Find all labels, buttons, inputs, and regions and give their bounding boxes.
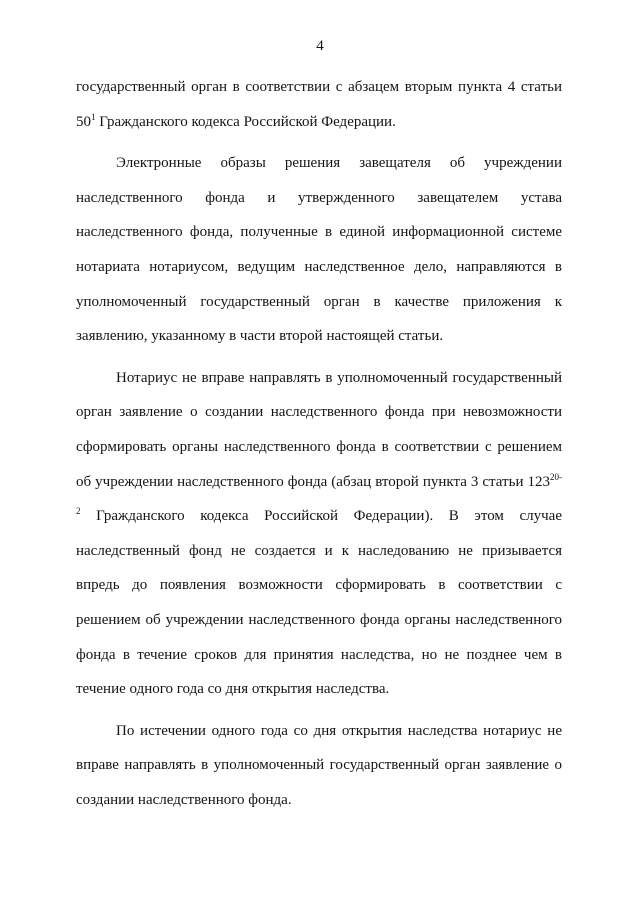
paragraph-1-text-b: Гражданского кодекса Российской Федерации.	[95, 113, 396, 130]
paragraph-3	[76, 361, 562, 707]
paragraph-3-text-a: Нотариус не вправе направлять в уполномоченный государственный орган заявление о создании наследственного фонда при невозможности сформировать органы наследственного фонда в соответствии с решением об учреждении наследственного фонда (абзац второй пункта 3 статьи 123	[76, 369, 562, 490]
superscript-article-number: 1	[91, 111, 96, 122]
paragraph-2-text: Электронные образы решения завещателя об учреждении наследственного фонда и утвержденного завещателем устава наследственного фонда, полученные в единой информационной системе нотариата нотариусом, ведущим наследственное дело, направляются в уполномоченный государственный орган в качестве приложения к заявлению, указанному в части второй настоящей статьи.	[76, 155, 562, 345]
paragraph-2	[76, 146, 562, 354]
paragraph-3-text-b: Гражданского кодекса Российской Федерации). В этом случае наследственный фонд не создается и к наследованию не призывается впредь до появления возможности сформировать в соответствии с решением об учреждении наследственного фонда органы наследственного фонда в течение сроков для принятия наследства, но не позднее чем в течение одного года со дня открытия наследства.	[76, 508, 562, 698]
superscript-article-number: 20-2	[76, 471, 562, 517]
paragraph-4	[76, 714, 562, 818]
paragraph-4-text: По истечении одного года со дня открытия наследства нотариус не вправе направлять в уполномоченный государственный орган заявление о создании наследственного фонда.	[76, 722, 562, 808]
paragraph-1	[76, 70, 562, 139]
paragraph-1-text-a: государственный орган в соответствии с абзацем вторым пункта 4 статьи 50	[76, 79, 562, 130]
document-body	[76, 70, 562, 817]
page-number: 4	[316, 38, 324, 54]
